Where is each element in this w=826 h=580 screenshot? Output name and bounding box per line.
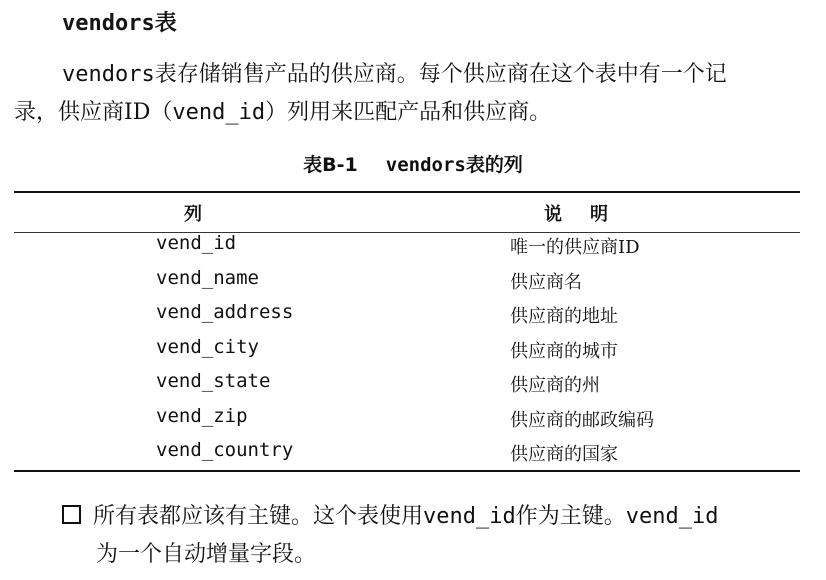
intro-code-vend-id: vend_id — [172, 100, 266, 125]
column-name: vend_address — [156, 301, 294, 323]
note-code-vend-id-2: vend_id — [625, 504, 719, 529]
note-text-b: 作为主键。 — [515, 504, 626, 529]
table-row — [0, 405, 826, 440]
table-title: vendors表的列 — [385, 154, 523, 176]
table-row — [0, 267, 826, 302]
intro-line-1-text: 表存储销售产品的供应商。每个供应商在这个表中有一个记 — [154, 62, 727, 87]
intro-line-2 — [14, 94, 814, 132]
column-name: vend_state — [156, 370, 271, 392]
intro-line-2-text-b: ）列用来匹配产品和供应商。 — [265, 100, 552, 125]
table-bottom-rule — [14, 470, 800, 472]
column-name: vend_country — [156, 439, 294, 461]
table-row — [0, 370, 826, 405]
intro-paragraph — [14, 56, 814, 132]
column-description: 供应商的国家 — [510, 444, 618, 465]
column-name: vend_name — [156, 266, 259, 289]
column-description: 供应商的州 — [510, 375, 600, 396]
column-description: 供应商的邮政编码 — [510, 409, 654, 431]
table-row — [0, 232, 826, 267]
note-text-a: 所有表都应该有主键。这个表使用 — [93, 504, 424, 529]
header-column: 列 — [184, 204, 202, 225]
column-name: vend_id — [156, 232, 237, 254]
table-caption — [0, 150, 826, 177]
table-row — [0, 301, 826, 336]
column-description: 供应商的地址 — [510, 306, 618, 327]
column-description: 供应商的城市 — [510, 340, 618, 362]
table-row — [0, 336, 826, 371]
note-code-vend-id: vend_id — [423, 504, 516, 529]
column-name: vend_city — [156, 335, 259, 358]
table-top-rule — [14, 191, 800, 193]
intro-table-name: vendors — [62, 62, 155, 87]
column-name: vend_zip — [156, 404, 248, 427]
table-number: 表B-1 — [303, 154, 358, 176]
table-row — [0, 439, 826, 474]
note-item — [62, 498, 812, 574]
column-description: 唯一的供应商ID — [510, 237, 640, 258]
note-line-2: 为一个自动增量字段。 — [96, 542, 317, 567]
header-description: 说明 — [544, 204, 636, 225]
note-line-1 — [62, 498, 812, 536]
column-description: 供应商名 — [510, 271, 582, 293]
intro-line-1 — [14, 56, 814, 94]
checkbox-bullet-icon — [62, 505, 81, 524]
intro-line-2-text-a: 录，供应商ID（ — [14, 100, 173, 125]
section-heading: vendors表 — [62, 11, 177, 36]
table-body — [0, 232, 826, 474]
